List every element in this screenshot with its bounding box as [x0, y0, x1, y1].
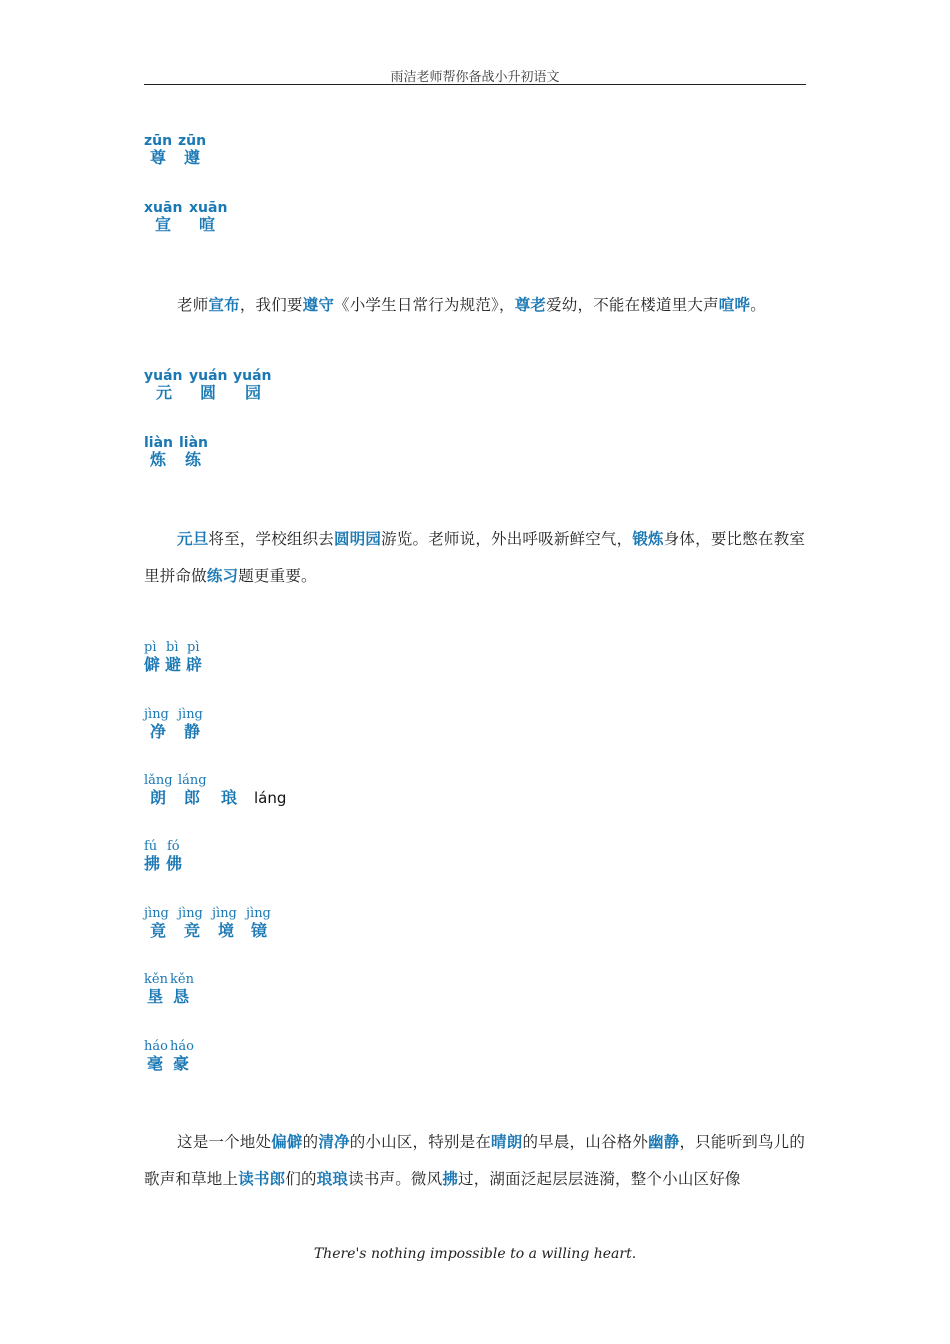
pinyin-row: [144, 972, 194, 988]
character: 境: [218, 921, 235, 940]
pinyin: jìng: [212, 906, 237, 921]
character: 园: [245, 383, 262, 402]
character: 郎: [184, 788, 201, 807]
char-group-fu: [144, 839, 183, 873]
char-group-jing-1: [144, 707, 203, 741]
pinyin: xuān: [144, 200, 183, 216]
character: 炼: [150, 450, 167, 469]
pinyin: pì: [144, 640, 157, 655]
character: 尊: [150, 148, 167, 167]
highlighted-word: 圆明园: [334, 530, 382, 548]
char-row: [144, 788, 287, 807]
highlighted-word: 拂: [442, 1170, 459, 1188]
character: 遵: [184, 148, 201, 167]
highlighted-word: 尊老: [514, 296, 547, 314]
pinyin-row: [144, 773, 207, 789]
pinyin: yuán: [233, 368, 272, 384]
highlighted-word: 锻炼: [632, 530, 664, 548]
paragraph-3: [144, 1124, 806, 1198]
text-run: 将至，学校组织去: [208, 530, 335, 548]
character: 垦: [147, 987, 164, 1006]
char-group-lang: [144, 773, 287, 807]
char-row: [144, 854, 183, 873]
pinyin: fú: [144, 839, 158, 854]
pinyin: lǎng: [144, 773, 173, 788]
char-row: [144, 655, 203, 674]
character: 毫: [147, 1054, 164, 1073]
text-run: 这是一个地处: [177, 1133, 272, 1151]
text-run: ，只能听到鸟儿的歌声和草地上: [144, 1133, 806, 1188]
pinyin: jìng: [144, 707, 169, 722]
character: 拂: [144, 854, 161, 873]
pinyin: xuān: [189, 200, 228, 216]
header-divider: [144, 84, 806, 85]
text-run: 的小山区，特别是在: [349, 1133, 492, 1151]
character: 竟: [150, 921, 167, 940]
text-run: 《小学生日常行为规范》，: [334, 296, 515, 314]
text-run: 过，湖面泛起层层涟漪，整个小山区好像: [458, 1170, 741, 1188]
character: 喧: [199, 215, 216, 234]
character: 辟: [186, 655, 203, 674]
paragraph-1: [144, 287, 806, 324]
highlighted-word: 晴朗: [491, 1133, 523, 1151]
pinyin: zūn: [144, 133, 173, 149]
pinyin-row: [144, 640, 200, 656]
highlighted-word: 元旦: [177, 530, 209, 548]
text-run: 读书声。微风: [348, 1170, 443, 1188]
pinyin: liàn: [144, 435, 174, 451]
text-run: 题更重要。: [238, 567, 317, 585]
highlighted-word: 宣布: [208, 296, 240, 314]
char-group-jing-2: [144, 906, 271, 940]
char-group-pi: [144, 640, 203, 674]
pinyin: kěn: [170, 972, 194, 987]
character: 豪: [173, 1054, 190, 1073]
char-group-xuan: [144, 200, 228, 234]
text-run: 们的: [285, 1170, 317, 1188]
character: 镜: [251, 921, 268, 940]
character: 竞: [184, 921, 201, 940]
pinyin: bì: [166, 640, 179, 655]
pinyin: fó: [167, 839, 180, 854]
extra-pinyin: láng: [254, 789, 287, 807]
highlighted-word: 琅琅: [316, 1170, 349, 1188]
highlighted-word: 读书郎: [238, 1170, 286, 1188]
character: 朗: [150, 788, 167, 807]
char-row: [144, 722, 201, 741]
text-run: 的: [302, 1133, 319, 1151]
pinyin: liàn: [179, 435, 209, 451]
text-run: 。: [750, 296, 766, 314]
text-run: 老师: [177, 296, 209, 314]
character: 元: [156, 383, 173, 402]
character: 僻: [144, 655, 161, 674]
text-run: 身体，要比憋在教室里拼命做: [144, 530, 806, 585]
character: 圆: [200, 383, 217, 402]
pinyin-row: [144, 1039, 194, 1055]
pinyin: háo: [170, 1039, 194, 1054]
pinyin: pì: [187, 640, 200, 655]
char-row: [144, 148, 201, 167]
pinyin-row: [144, 839, 180, 855]
paragraph-2: [144, 521, 806, 595]
pinyin: kěn: [144, 972, 168, 987]
text-run: 游览。老师说，外出呼吸新鲜空气，: [381, 530, 633, 548]
character: 净: [150, 722, 167, 741]
pinyin: jìng: [246, 906, 271, 921]
pinyin: yuán: [189, 368, 228, 384]
character: 静: [184, 722, 201, 741]
char-group-yuan: [144, 368, 272, 402]
char-row: [144, 987, 190, 1006]
char-group-ken: [144, 972, 194, 1006]
highlighted-word: 偏僻: [271, 1133, 303, 1151]
highlighted-word: 幽静: [648, 1133, 680, 1151]
page-header-title: 雨洁老师帮你备战小升初语文: [390, 70, 560, 85]
character: 琅: [221, 788, 238, 807]
character: 避: [165, 655, 182, 674]
text-run: ，我们要: [239, 296, 303, 314]
text-run: 爱幼，不能在楼道里大声: [546, 296, 719, 314]
pinyin-row: [144, 133, 207, 149]
character: 佛: [166, 854, 183, 873]
pinyin: jìng: [178, 906, 203, 921]
pinyin-row: [144, 435, 209, 451]
pinyin: jìng: [144, 906, 169, 921]
char-group-hao: [144, 1039, 194, 1073]
pinyin: háo: [144, 1039, 168, 1054]
char-group-zun: [144, 133, 207, 167]
pinyin: yuán: [144, 368, 183, 384]
pinyin-row: [144, 707, 203, 723]
character: 练: [185, 450, 202, 469]
pinyin: láng: [178, 773, 207, 788]
char-group-lian: [144, 435, 209, 469]
char-row: [144, 215, 216, 234]
highlighted-word: 练习: [206, 567, 239, 585]
char-row: [144, 450, 202, 469]
character: 宣: [155, 215, 172, 234]
pinyin-row: [144, 906, 271, 922]
char-row: [144, 1054, 190, 1073]
highlighted-word: 喧哗: [718, 296, 751, 314]
pinyin: zūn: [178, 133, 207, 149]
character: 恳: [173, 987, 190, 1006]
highlighted-word: 清净: [318, 1133, 350, 1151]
pinyin-row: [144, 368, 272, 384]
char-row: [144, 383, 262, 402]
text-run: 的早晨，山谷格外: [522, 1133, 649, 1151]
char-row: [144, 921, 268, 940]
pinyin-row: [144, 200, 228, 216]
highlighted-word: 遵守: [302, 296, 335, 314]
footer-motto: There's nothing impossible to a willing heart.: [313, 1246, 637, 1262]
pinyin: jìng: [178, 707, 203, 722]
